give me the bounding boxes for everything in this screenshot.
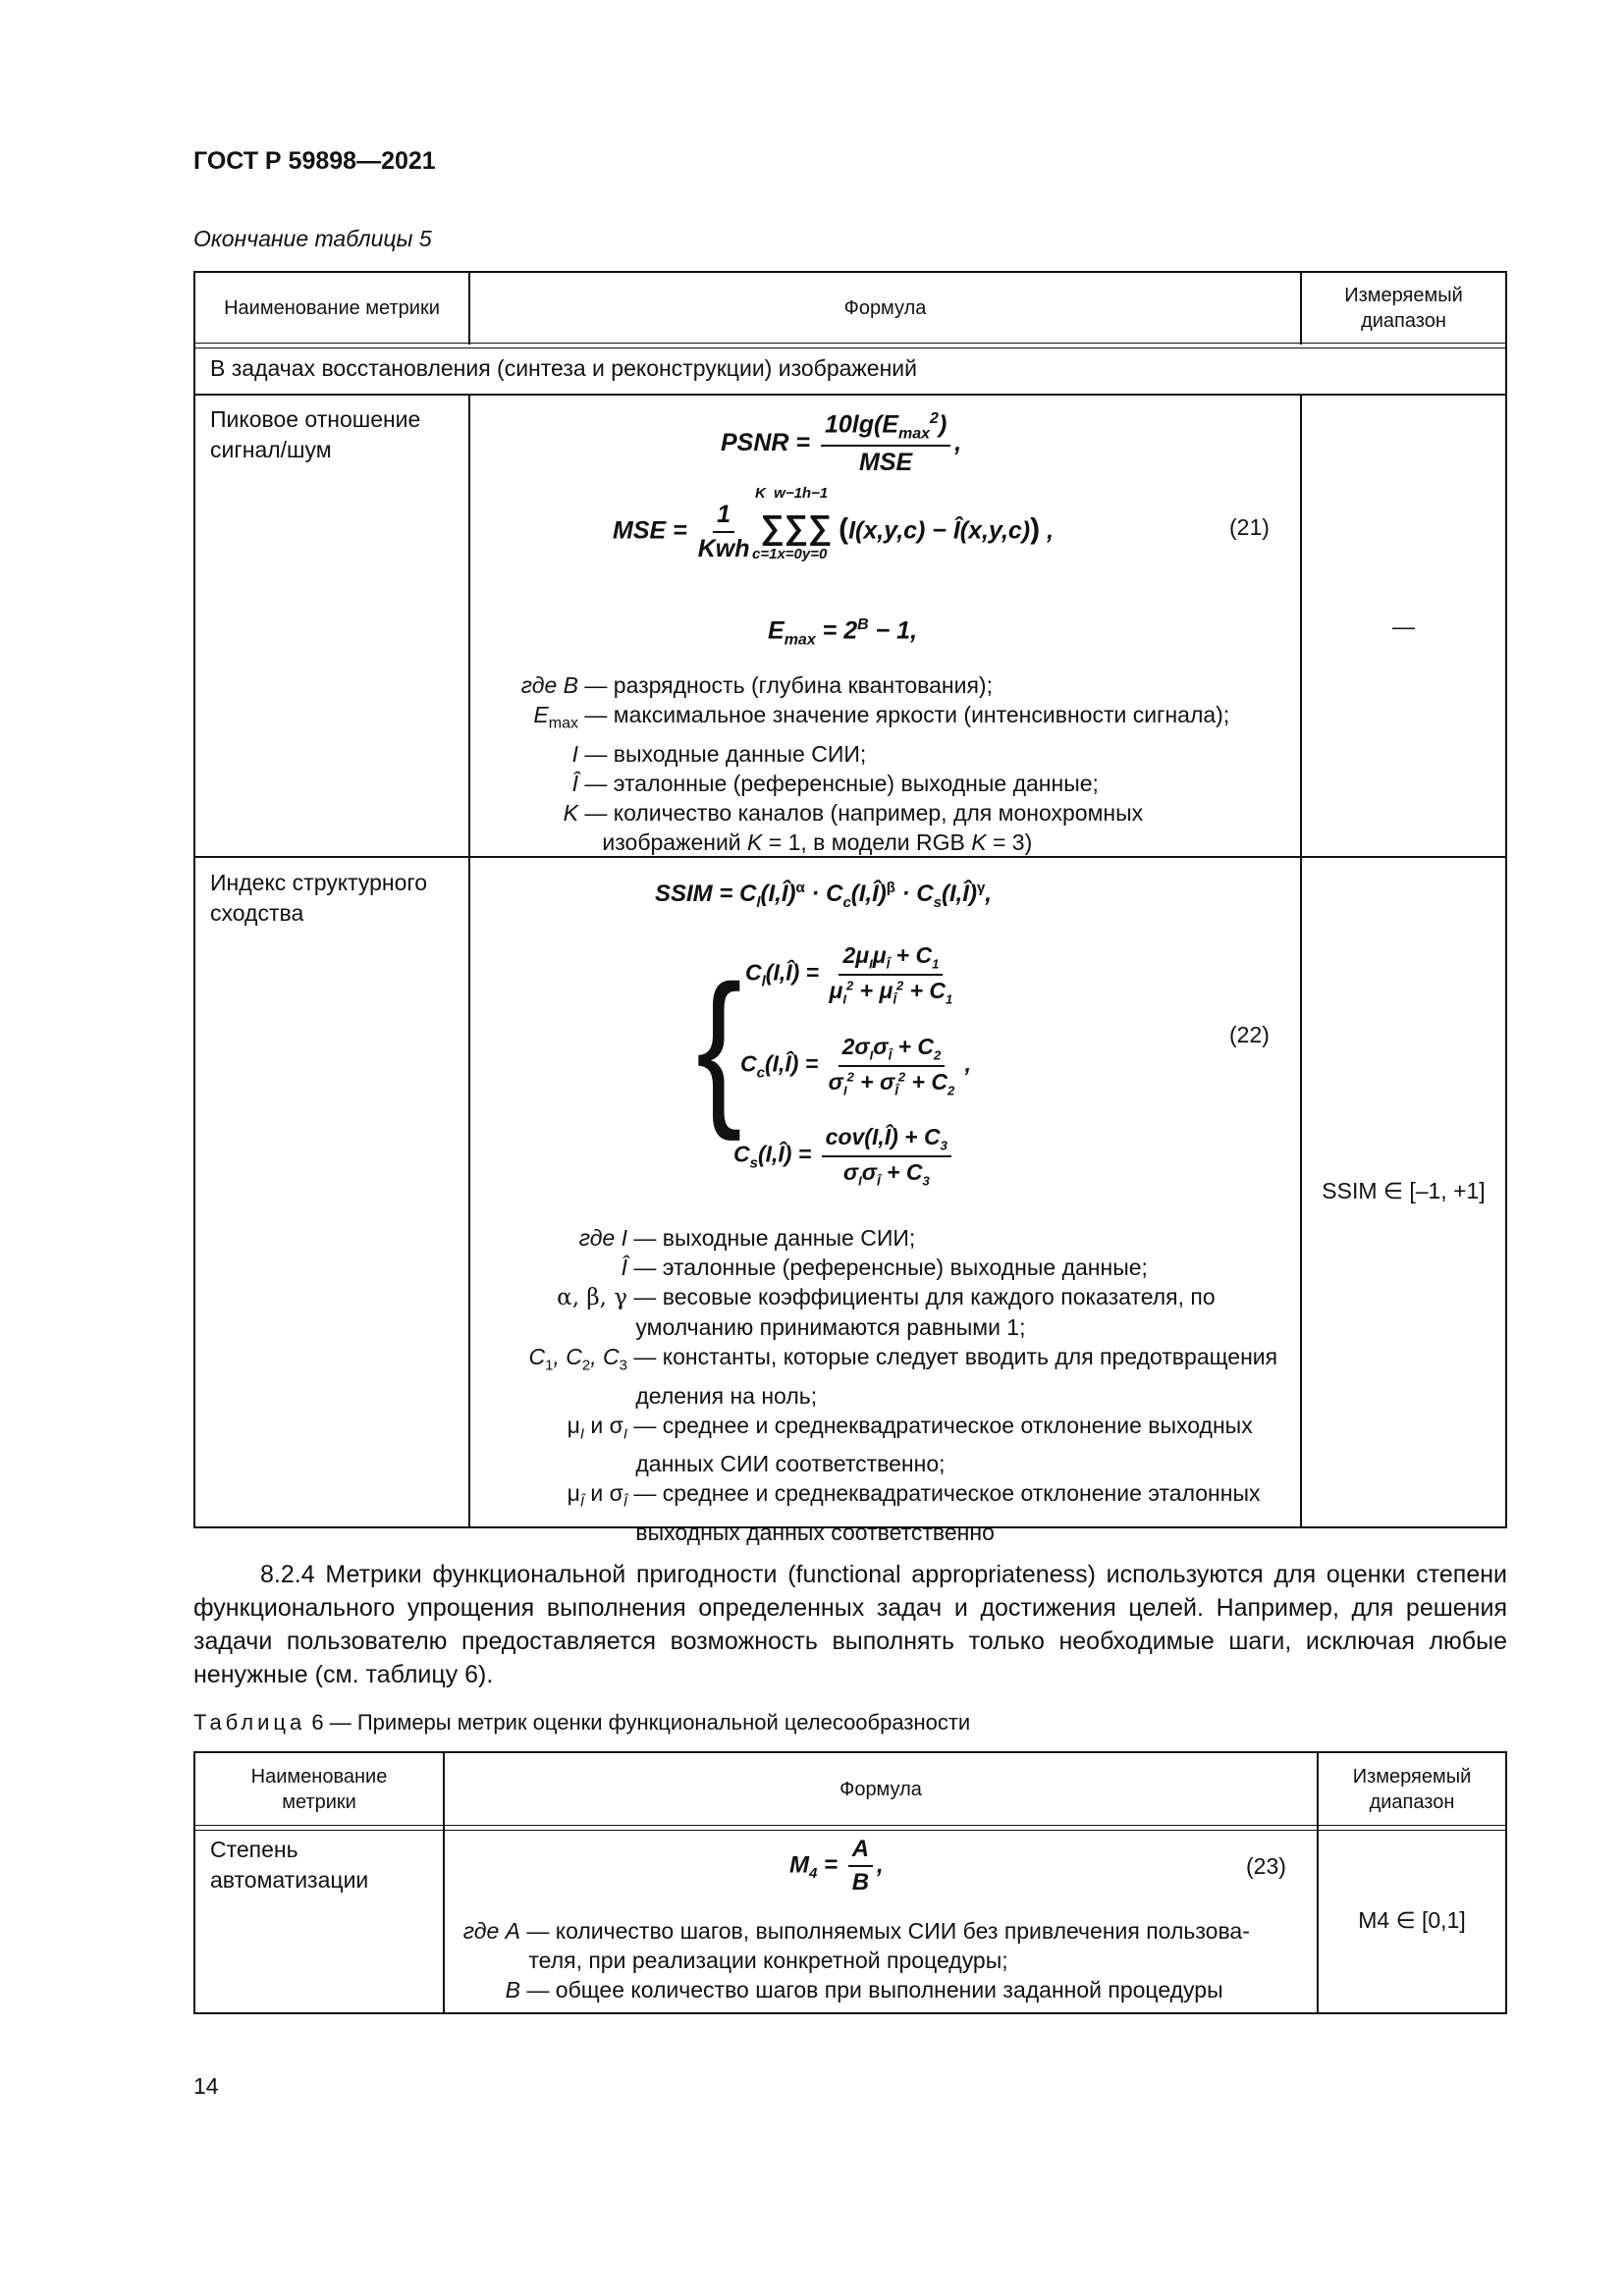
ssim-brace: { [696,948,742,1142]
metric-name-automation: Степень автоматизации [210,1837,369,1893]
formula-psnr: PSNR = $\frac{10\lg(E_{max}^2)}{\text{MSE}}$ , [721,410,962,477]
table-continuation-label: Окончание таблицы 5 [193,226,432,251]
automation-legend: где A — количество шагов, выполняемых СИИ без привлечения пользова- теля, при реализации конкретной процедуры; B — общее количество шагов при выполнении заданной процедуры [462,1918,1250,2002]
formula-cs: $C_s(I,Î)$ = $\frac{cov(I,Î) + C_3}{\sigma_I\sigma_Î + C_3}$ [733,1124,955,1188]
formula-ssim: SSIM = $C_l(I,Î)^\alpha$ · $C_c(I,Î)^\beta$ · $C_s(I,Î)^\gamma$, [655,880,992,911]
formula-cc: $C_c(I,Î)$ = $\frac{2\sigma_I\sigma_Î + C_2}{\sigma_I^2 + \sigma_Î^2 + C_2}$ , [740,1034,971,1098]
page-number: 14 [193,2073,219,2099]
equation-number-21: (21) [1229,514,1270,540]
equation-number-22: (22) [1229,1022,1270,1047]
formula-cl: $C_l(I,Î)$ = $\frac{2\mu_I\mu_Î + C_1}{\mu_I^2 + \mu_Î^2 + C_1}$ [745,942,953,1007]
table-6 [193,1751,1507,2014]
range-psnr: — [1392,614,1415,639]
psnr-legend: где B — разрядность (глубина квантования); $E_{max}$ — максимальное значение яркости (интенсивности сигнала); I — выходные данные СИИ; Î — эталонные (референсные) выходные данные; K — количество каналов (например, для монохромных изображений K = 1, в модели RGB K = 3) [520,672,1230,855]
col-header-range: Измеряемый диапазон [1344,284,1463,332]
formula-emax: $E_{max} = 2^B - 1$, [768,616,918,649]
formula-mse: MSE = $\frac{1}{\text{Kwh}}$ ∑∑∑ (I(x,y,c) − Î(x,y,c)) , K w−1h−1 c=1x=0y=0 [613,485,1055,562]
paragraph-8-2-4: 8.2.4 Метрики функциональной пригодности (functional appropriateness) используются для оценки степени функционального упрощения выполнения определенных задач и достижения целей. Например, для решения задачи пользователю предоставляется возможность выполнять только необходимые шаги, исключая любые ненужные (см. таблицу 6). [193,1561,1507,1688]
t6-col-header-formula: Формула [839,1778,922,1800]
ssim-legend: где I — выходные данные СИИ; Î — эталонные (референсные) выходные данные; α, β, γ — весовые коэффициенты для каждого показателя, по умолчанию принимаются равными 1; $C_1$, $C_2$, $C_3$ — константы, которые следует вводить для предотвращения деления на ноль; $\mu_I$ и $\sigma_I$ — среднее и среднеквадратическое отклонение выходных данных СИИ соответственно; $\mu_Î$ и $\sigma_Î$ — среднее и среднеквадратическое отклонение эталонных выходных данных соответственно [528,1225,1278,1545]
col-header-name: Наименование метрики [224,296,440,319]
col-header-formula: Формула [843,296,927,319]
range-ssim: SSIM ∈ [–1, +1] [1322,1178,1486,1203]
metric-name-ssim: Индекс структурного сходства [210,870,428,926]
table-6-caption: Таблица 6 — Примеры метрик оценки функциональной целесообразности [193,1710,971,1735]
document-id: ГОСТ Р 59898—2021 [193,147,436,175]
formula-m4: $M_4$ = $\frac{A}{B}$ , [789,1836,884,1896]
t6-col-header-name: Наименование метрики [250,1765,388,1813]
section-title: В задачах восстановления (синтеза и реконструкции) изображений [210,355,917,381]
t6-col-header-range: Измеряемый диапазон [1352,1765,1472,1813]
metric-name-psnr: Пиковое отношение сигнал/шум [210,406,421,462]
range-m4: M4 ∈ [0,1] [1358,1907,1466,1933]
equation-number-23: (23) [1246,1853,1286,1879]
table-5 [193,271,1507,1545]
